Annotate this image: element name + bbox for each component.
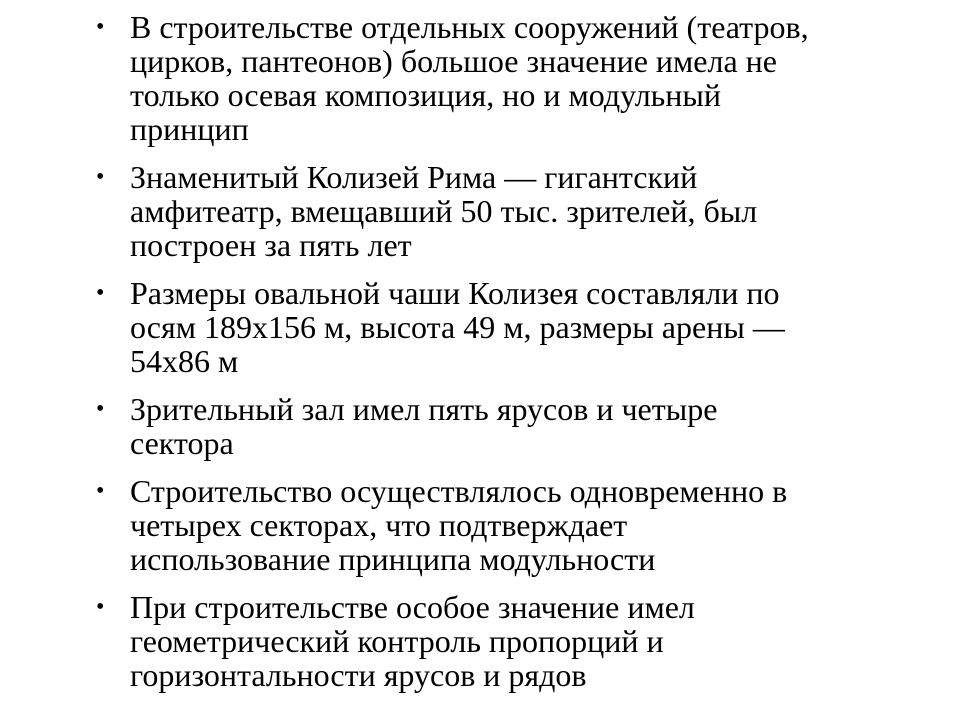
bullet-icon: • <box>96 396 105 422</box>
bullet-text: Знаменитый Колизей Рима — гигантский амфитеатр, вмещавший 50 тыс. зрителей, был построен за пять лет <box>130 159 758 263</box>
bullet-item-1 <box>92 10 932 146</box>
bullet-item-5 <box>92 474 932 576</box>
bullet-icon: • <box>96 280 105 306</box>
bullet-text: В строительстве отдельных сооружений (театров, цирков, пантеонов) большое значение имела не только осевая композиция, но и модульный принцип <box>130 9 809 147</box>
bullet-text: Размеры овальной чаши Колизея составляли по осям 189х156 м, высота 49 м, размеры арены — 54х86 м <box>130 275 785 379</box>
bullet-item-2 <box>92 160 932 262</box>
bullet-item-3 <box>92 276 932 378</box>
bullet-list <box>92 10 932 706</box>
bullet-icon: • <box>96 594 105 620</box>
bullet-icon: • <box>96 478 105 504</box>
bullet-item-6 <box>92 590 932 692</box>
bullet-text: При строительстве особое значение имел геометрический контроль пропорций и горизонтальности ярусов и рядов <box>130 589 695 693</box>
bullet-icon: • <box>96 14 105 40</box>
bullet-text: Строительство осуществлялось одновременно в четырех секторах, что подтверждает использование принципа модульности <box>130 473 788 577</box>
bullet-item-4 <box>92 392 932 460</box>
bullet-icon: • <box>96 164 105 190</box>
bullet-text: Зрительный зал имел пять ярусов и четыре сектора <box>130 391 718 461</box>
